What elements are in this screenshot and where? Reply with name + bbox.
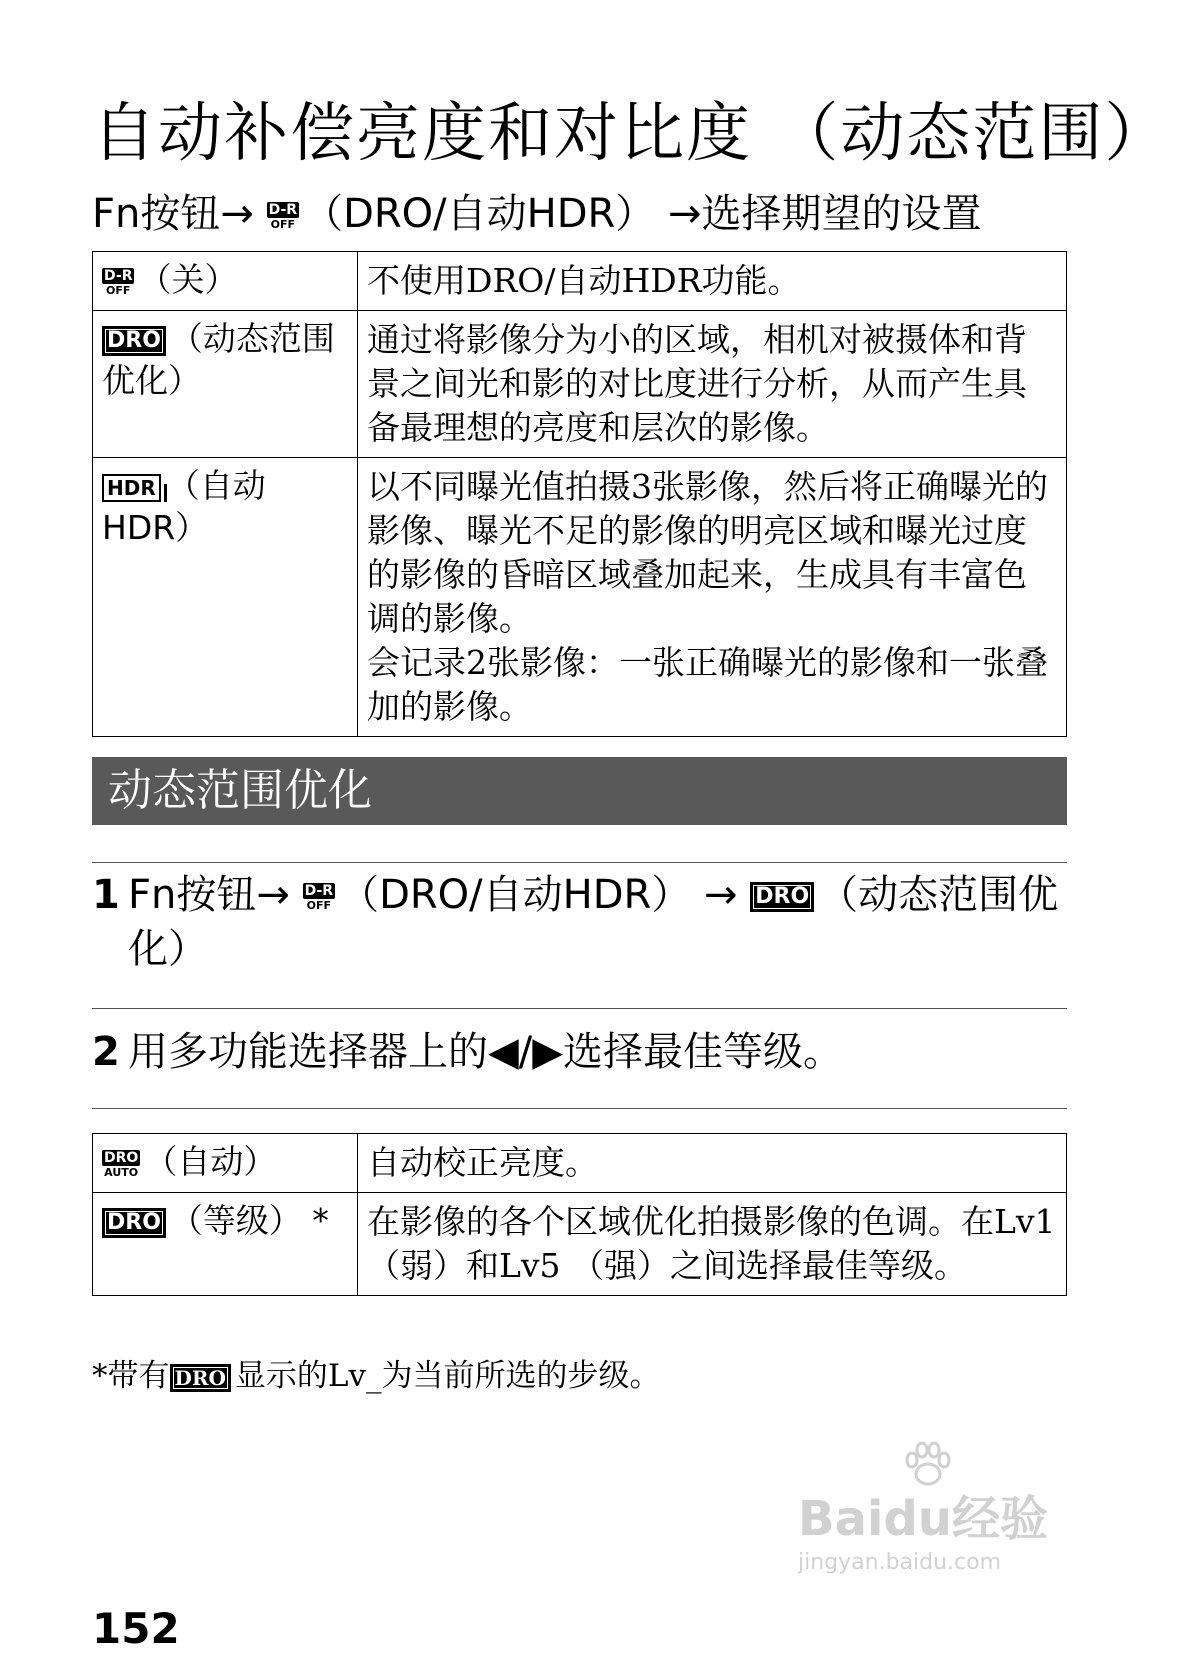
option-label: DRO AUTO （自动） — [93, 1134, 358, 1193]
step-text: Fn按钮→ D-R OFF （DRO/自动HDR） → DRO （动态范围优化） — [128, 872, 1059, 972]
option-label: HDR （自动HDR） — [93, 458, 358, 737]
dro-icon: DRO — [102, 326, 166, 356]
step-text: 用多功能选择器上的◀/▶选择最佳等级。 — [128, 1029, 843, 1075]
divider — [92, 1108, 1067, 1109]
dro-icon: DRO — [750, 882, 814, 912]
dro-icon: DRO — [102, 1208, 166, 1238]
menu-path — [92, 182, 982, 239]
dro-hdr-options-table — [92, 251, 1067, 737]
page-number: 152 — [92, 1604, 180, 1653]
hdr-icon: HDR — [102, 474, 161, 502]
option-label: DRO （等级） * — [93, 1193, 358, 1296]
option-label: D-R OFF （关） — [93, 252, 358, 311]
menu-path-prefix: Fn按钮→ — [92, 191, 267, 237]
table-row — [93, 458, 1067, 737]
option-description: 以不同曝光值拍摄3张影像，然后将正确曝光的影像、曝光不足的影像的明亮区域和曝光过度的影像的昏暗区域叠加起来，生成具有丰富色调的影像。 会记录2张影像：一张正确曝光的影像和一张叠加的影像。 — [358, 458, 1067, 737]
step-number: 2 — [92, 1029, 120, 1075]
option-description: 在影像的各个区域优化拍摄影像的色调。在Lv1 （弱）和Lv5 （强）之间选择最佳等级。 — [358, 1193, 1067, 1296]
baidu-watermark — [798, 1440, 1068, 1590]
divider — [92, 862, 1067, 863]
dro-off-icon: D-R OFF — [104, 267, 133, 297]
dro-icon: DRO — [170, 1364, 231, 1392]
option-description: 不使用DRO/自动HDR功能。 — [358, 252, 1067, 311]
divider — [92, 1008, 1067, 1009]
table-row — [93, 1193, 1067, 1296]
watermark-logo: Baidu经验 — [798, 1491, 1048, 1547]
menu-path-suffix: 选择期望的设置 — [701, 191, 982, 237]
table-row — [93, 1134, 1067, 1193]
dro-off-icon: D-R OFF — [304, 883, 334, 912]
menu-path-item: （DRO/自动HDR） → — [303, 191, 702, 237]
table-row — [93, 311, 1067, 458]
page-title: 自动补偿亮度和对比度 （动态范围） — [92, 97, 1171, 171]
dro-off-icon: D-R OFF — [268, 202, 298, 231]
option-label: DRO （动态范围优化） — [93, 311, 358, 458]
option-description: 自动校正亮度。 — [358, 1134, 1067, 1193]
dro-level-table — [92, 1133, 1067, 1296]
step-number: 1 — [92, 872, 120, 918]
table-row — [93, 252, 1067, 311]
footnote: *带有 DRO 显示的Lv_为当前所选的步级。 — [92, 1358, 661, 1394]
watermark-url: jingyan.baidu.com — [798, 1550, 1002, 1575]
option-description: 通过将影像分为小的区域，相机对被摄体和背景之间光和影的对比度进行分析，从而产生具备最理想的亮度和层次的影像。 — [358, 311, 1067, 458]
section-heading: 动态范围优化 — [92, 757, 1067, 825]
dro-auto-icon: DRO AUTO — [104, 1149, 139, 1179]
